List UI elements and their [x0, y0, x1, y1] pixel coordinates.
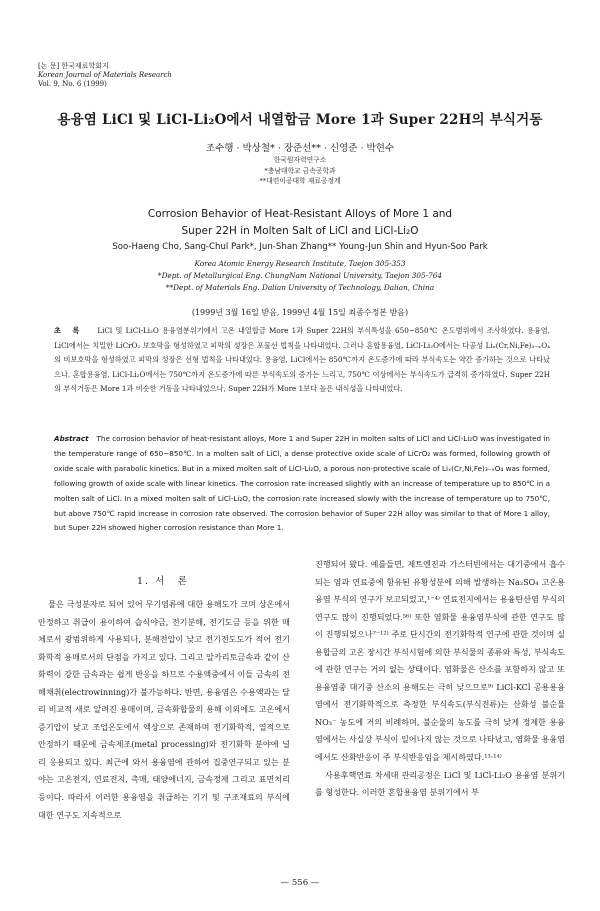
right-column — [315, 556, 565, 802]
title-korean: 용융염 LiCl 및 LiCl-Li₂O에서 내열합금 More 1과 Super 22H의 부식거동 — [57, 112, 543, 128]
authors-korean: 조수행 · 박상철* · 장준선** · 신영준 · 박현수 — [205, 143, 395, 154]
affiliation-en-3: **Dept. of Materials Eng. Dalian University of Technology, Dalian, China — [165, 283, 435, 292]
section-title: 1. 서 론 — [137, 576, 189, 587]
title-english — [0, 206, 600, 240]
abstract-ko-label: 초 록 — [54, 326, 84, 335]
title-en-line-2: Super 22H in Molten Salt of LiCl and LiCl-Li₂O — [181, 225, 419, 237]
affiliation-ko-2: *충남대학교 금속공학과 — [264, 166, 336, 175]
affiliations-english — [0, 258, 600, 294]
abstract-en-label: Abstract — [54, 434, 89, 443]
journal-name-en: Korean Journal of Materials Research — [38, 71, 172, 79]
abstract-en-text: The corrosion behavior of heat-resistant alloys, More 1 and Super 22H in molten salts of LiCl and LiCl-Li₂O was investigated in the temperature range of 650~850℃. In a molten salt of LiCl, a dense protective oxide scale of LiCrO₂ was formed, following growth of oxide scale with parabolic kinetics. But in a mixed molten salt of LiCl-Li₂O, a porous non-protective scale of Liₓ(Cr,Ni,Fe)₃₋ₓO₄ was formed, following growth of oxide scale with linear kinetics. The corrosion rate increased slightly with an increase of temperature up to 850℃ in a molten salt of LiCl. In a mixed molten salt of LiCl-Li₂O, the corrosion rate increased slowly with the increase of temperature up to 750℃, but above 750℃ rapid increase in corrosion rate observed. The corrosion behavior of Super 22H alloy was similar to that of More 1 alloy, but Super 22H showed higher corrosion resistance than More 1. — [54, 434, 550, 533]
affiliation-en-1: Korea Atomic Energy Research Institute, Taejon 305-353 — [194, 259, 406, 268]
abstract-ko-text: LiCl 및 LiCl-Li₂O 용융염분위기에서 고온 내열합금 More 1과 Super 22H의 부식특성을 650~850℃ 온도범위에서 조사하였다. 용융염, LiCl에서는 치밀한 LiCrO₂ 보호막을 형성하였고 피막의 성장은 포물선 법칙을 나타내었다. 그러나 혼합용융염, LiCl-Li₂O에서는 다공성 Liₓ(Cr,Ni,Fe)₃₋ₓO₄의 비보호막을 형성하였고 피막의 성장은 선형 법칙을 나타내었다. 용융염, LiCl에서는 850℃까지 온도증가에 따라 부식속도는 약간 증가하는 것으로 나타났으나. 혼합용융염, LiCl-Li₂O에서는 750℃까지 온도증가에 따른 부식속도의 증가는 느리고, 750℃ 이상에서는 부식속도가 급격히 증가하였다. Super 22H의 부식거동은 More 1과 비슷한 거동을 나타내었으나, Super 22H가 More 1보다 높은 내식성을 나타내었다. — [54, 326, 551, 394]
journal-header — [38, 62, 172, 89]
affiliation-ko-3: **대련이공대학 재료공정계 — [259, 177, 341, 185]
journal-volume: Vol. 9, No. 6 (1999) — [38, 80, 107, 88]
journal-tag: [논 문] 한국재료학회지 — [38, 62, 109, 70]
left-column-paragraph: 물은 극성분자로 되어 있어 무기염류에 대한 용해도가 크며 상온에서 안정하고 취급이 용이하여 습식야금, 전기분해, 전기도금 등을 위한 매체로서 광범위하게 사용되나, 분해전압이 낮고 전기전도도가 적어 전기화학적 용매로서의 단점을 가지고 있다. 그리고 알카리토금속과 같이 산화력이 강한 금속과는 쉽게 반응을 하므로 수용액중에서 이들 금속의 전해채취(electrowinning)가 불가능하다. 반면, 용융염은 수용액과는 달리 비교적 새로 알려진 용매이며, 금속화합물의 용해 이외에도 고온에서 증기압이 낮고 조업온도에서 액상으로 존재하며 전기화학적, 열적으로 안정하기 때문에 금속제조(metal processing)와 전기화학 분야에 널리 응용되고 있다. 최근에 와서 용융염에 관하여 집중연구되고 있는 분야는 고온전지, 연료전지, 촉매, 태양에너지, 금속정제 그리고 표면처리 등이다. 따라서 이러한 용융염을 취급하는 기기 및 구조재료의 부식에 대한 연구도 지속적으로 — [38, 599, 290, 820]
authors-english: Soo-Haeng Cho, Sang-Chul Park*, Jun-Shan Zhang** Young-Jun Shin and Hyun-Soo Park — [112, 242, 488, 252]
affiliation-en-2: *Dept. of Metallurgical Eng. ChungNam National University, Taejon 305-764 — [157, 271, 443, 280]
left-column — [38, 596, 290, 824]
page-number: — 556 — — [280, 878, 320, 888]
right-column-paragraph-2: 사용후핵연료 차세대 관리공정은 LiCl 및 LiCl-Li₂O 용융염 분위기를 형성한다. 이러한 혼합용융염 분위기에서 부 — [315, 769, 565, 798]
received-dates: (1999년 3월 16일 받음, 1999년 4월 15일 최종수정본 받음) — [191, 308, 409, 317]
title-en-line-1: Corrosion Behavior of Heat-Resistant Alloys of More 1 and — [147, 208, 453, 220]
affiliations-korean — [0, 155, 600, 187]
right-column-paragraph-1: 진행되어 왔다. 예를들면, 제트엔진과 가스터빈에서는 대기중에서 흡수되는 염과 연료중에 함유된 유황성분에 의해 발생하는 Na₂SO₄ 고온용융염 부식의 연구가 보고되었고,¹⁻⁴⁾ 연료전지에서는 용융탄산염 부식의 연구도 많이 진행되었다.⁵⁶⁾ 또한 염화물 용융염부식에 관한 연구도 많이 진행되었으나⁷⁻¹²⁾ 주로 단시간의 전기화학적 연구에 관한 것이며 실용합금의 고온 장시간 부식시험에 의한 부식물의 종류와 특성, 부식속도에 관한 연구는 거의 없는 상태이다. 염화물은 산소를 포함하지 않고 또 용융염중 대기중 산소의 용해도는 극히 낮으므로⁹⁾ LiCl-KCl 공용용융염에서 전기화학적으로 측정한 부식속도(부식전류)는 산화성 불순물 NO₃⁻ 농도에 거의 비례하며, 불순물의 농도를 극히 낮게 정제한 용융염에서는 사실상 부식이 일어나지 않는 것으로 나타났고, 염화물 용융염에서도 산화반응이 주 부식반응임을 제시하였다.¹³·¹⁴⁾ — [315, 559, 565, 763]
abstract-korean — [54, 324, 550, 397]
abstract-english — [54, 432, 550, 536]
affiliation-ko-1: 한국원자력연구소 — [273, 156, 327, 164]
